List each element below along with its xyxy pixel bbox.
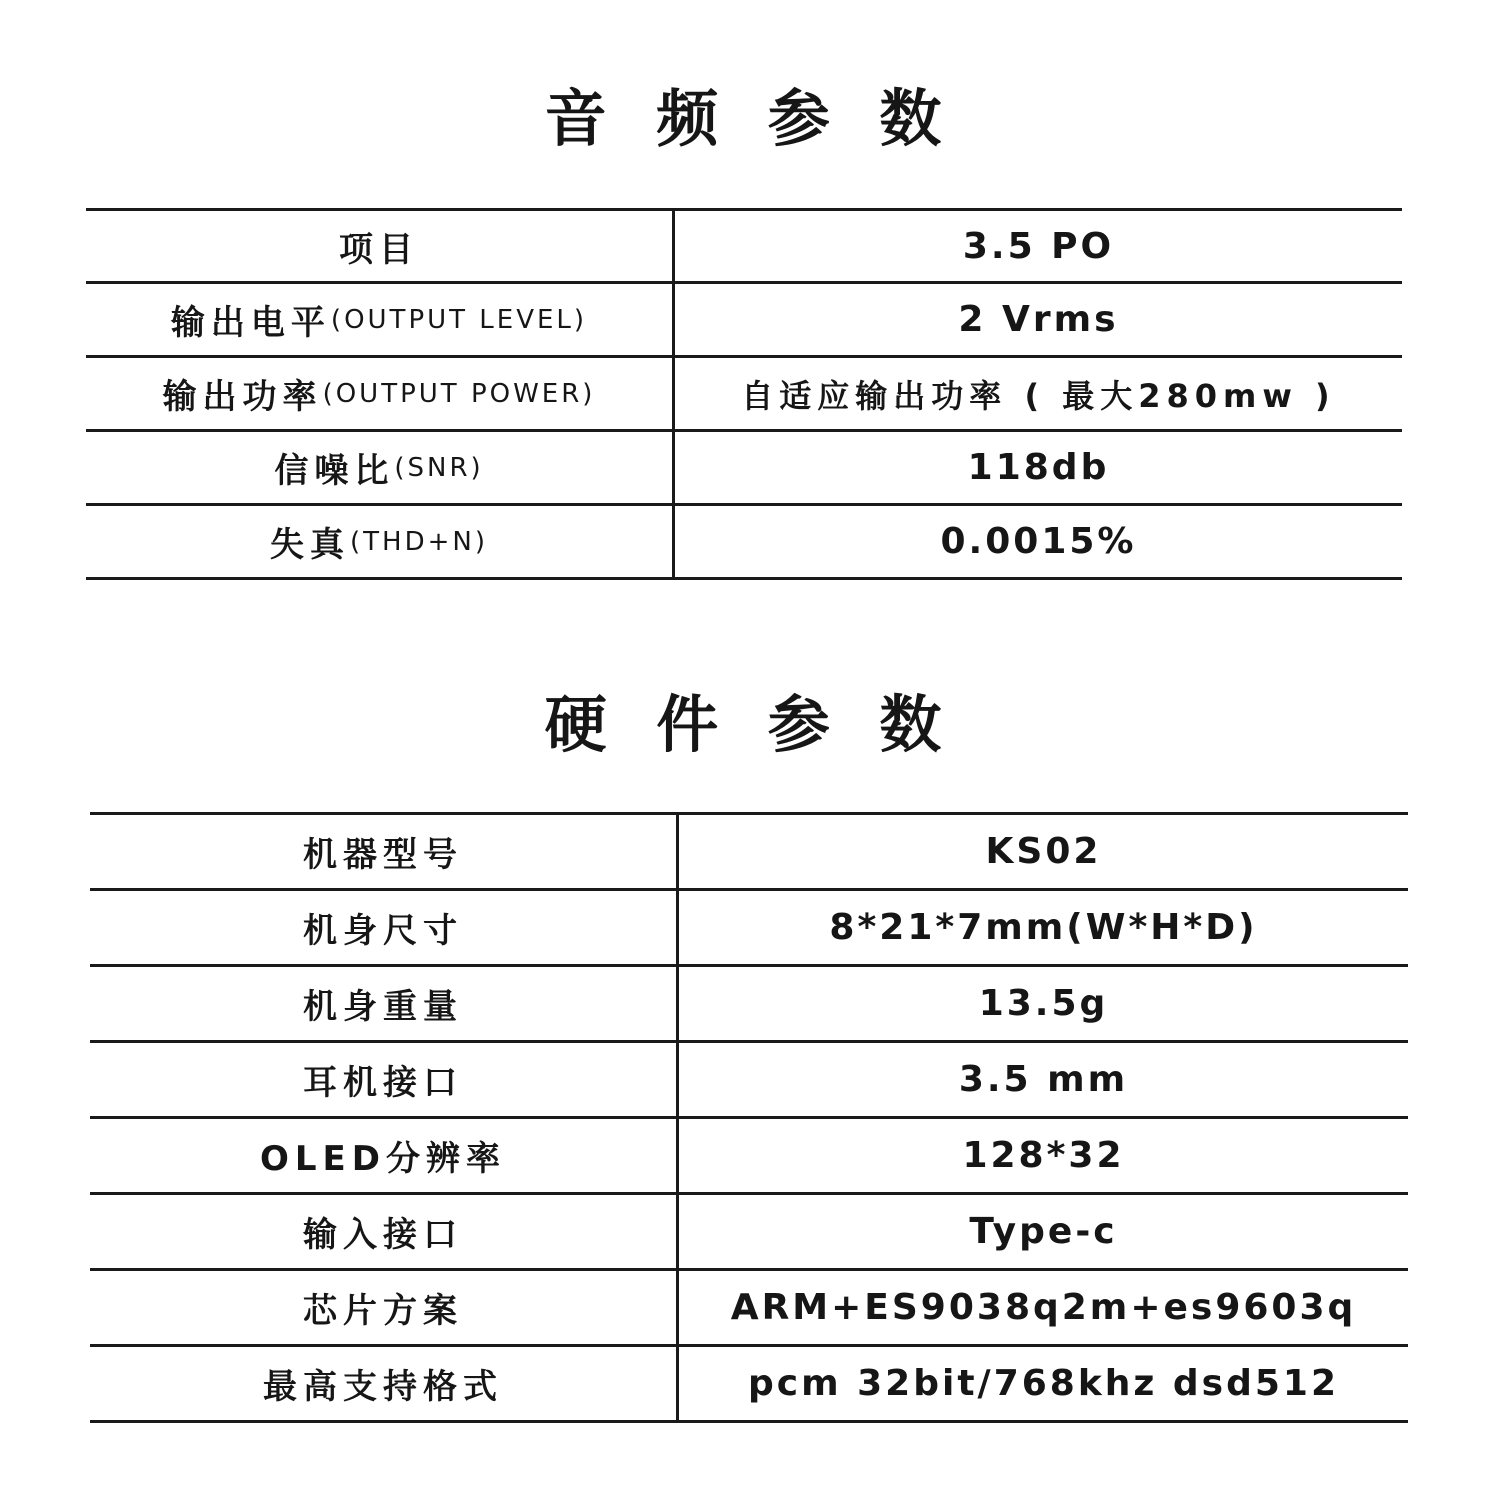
spec-label-text: 信噪比 — [274, 451, 395, 491]
table-row — [86, 358, 1402, 432]
spec-value: KS02 — [985, 831, 1102, 872]
spec-value: 118db — [967, 447, 1110, 488]
spec-label — [86, 358, 675, 429]
spec-value: 自适应输出功率 ( 最大280mw ) — [741, 376, 1336, 415]
spec-value: 0.0015% — [940, 521, 1137, 562]
table-row — [86, 432, 1402, 506]
table-row — [86, 284, 1402, 358]
spec-label: 机身重量 — [90, 967, 679, 1040]
table-row — [90, 1043, 1408, 1119]
spec-label: 机身尺寸 — [90, 891, 679, 964]
spec-label-text: 输出功率 — [162, 377, 323, 417]
spec-value: ARM+ES9038q2m+es9603q — [730, 1287, 1357, 1328]
spec-value: pcm 32bit/768khz dsd512 — [747, 1363, 1340, 1404]
table-row — [86, 506, 1402, 580]
spec-value: 8*21*7mm(W*H*D) — [829, 907, 1258, 948]
table-row — [90, 1195, 1408, 1271]
spec-label — [86, 211, 675, 281]
hardware-section-title: 硬 件 参 数 — [544, 688, 956, 761]
spec-value: 3.5 mm — [958, 1059, 1129, 1100]
table-row — [90, 967, 1408, 1043]
spec-label: 最高支持格式 — [90, 1347, 679, 1420]
spec-label: 机器型号 — [90, 815, 679, 888]
spec-value: 128*32 — [962, 1135, 1125, 1176]
spec-label: 输入接口 — [90, 1195, 679, 1268]
hardware-spec-table — [90, 812, 1408, 1423]
spec-label-text: 输出电平 — [170, 303, 331, 343]
spec-label-english: (OUTPUT POWER) — [322, 378, 596, 409]
spec-label-text: 项目 — [339, 229, 419, 270]
spec-label: 耳机接口 — [90, 1043, 679, 1116]
spec-label: OLED分辨率 — [90, 1119, 679, 1192]
table-row — [90, 1271, 1408, 1347]
spec-value: 13.5g — [978, 983, 1109, 1024]
table-row — [90, 1347, 1408, 1423]
spec-label-english: (OUTPUT LEVEL) — [330, 304, 588, 335]
audio-spec-table — [86, 208, 1402, 580]
spec-label: 芯片方案 — [90, 1271, 679, 1344]
spec-label — [86, 506, 675, 577]
table-row — [90, 815, 1408, 891]
spec-value: 2 Vrms — [958, 299, 1119, 340]
spec-label-english: (SNR) — [394, 452, 484, 483]
spec-label-english: (THD+N) — [350, 526, 488, 557]
audio-section-title: 音 频 参 数 — [544, 82, 956, 155]
spec-label — [86, 284, 675, 355]
table-row — [86, 211, 1402, 284]
table-row — [90, 891, 1408, 967]
spec-value: 3.5 PO — [962, 225, 1115, 267]
spec-label-text: 失真 — [270, 525, 350, 565]
spec-value: Type-c — [969, 1211, 1118, 1252]
table-row — [90, 1119, 1408, 1195]
spec-label — [86, 432, 675, 503]
